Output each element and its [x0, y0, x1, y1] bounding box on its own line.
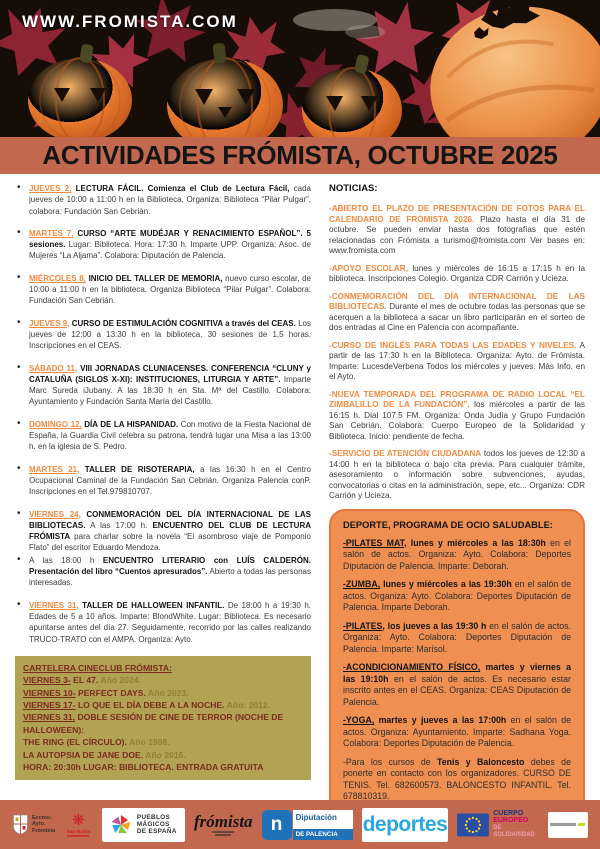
pueblos-line3: DE ESPAÑA [136, 828, 177, 835]
cine-date: VIERNES 10- [23, 687, 76, 698]
san-martin-label: San Martín [66, 828, 91, 834]
event-date: VIERNES 31, [29, 600, 79, 610]
event-title: ENCUENTRO LITERARIO con LUÍS CALDERÓN. Presentación del libro “Cuentos apresurados”. [29, 555, 311, 577]
deporte-rest: en el salón de actos. Organiza: Ayto. Colabora: Deportes Diputación de Palencia. Imparte: Deborah. [343, 537, 571, 571]
eu-flag-icon [457, 812, 489, 838]
eu-line2: EUROPEO [493, 817, 529, 824]
event-viernes-31 [15, 600, 311, 645]
event-date: MARTES 21, [29, 464, 80, 474]
event-title: CONMEMORACIÓN DEL DÍA INTERNACIONAL DE LAS BIBLIOTECAS. [29, 509, 312, 530]
event-date: MIÉRCOLES 8, [29, 273, 86, 283]
noticia-body: Durante el mes de octubre todas las personas que se acerquen a la biblioteca a sacar un libro participarán en el sorteo de dos entradas al Cine en Palencia con acompañante. [329, 302, 585, 332]
fromista-script-logo [194, 811, 253, 836]
noticia-head: -APOYO ESCOLAR, [329, 263, 408, 273]
ayto-line2: Ayto. [32, 821, 46, 828]
bullet-icon: • [17, 182, 21, 193]
noticia-body: A partir de las 17:30 h en la Biblioteca. Organiza: Ayto. de Frómista. Imparte: LucesdeVerbena Todos los miércoles y jueves. Más Info. en el Ayto. [329, 340, 586, 381]
noticias-column [329, 183, 585, 800]
cineclub-footer: HORA: 20:30h LUGAR: BIBLIOTECA. ENTRADA GRATUITA [23, 762, 264, 773]
event-date: MARTES 7, [29, 228, 74, 238]
page-title: ACTIVIDADES FRÓMISTA, OCTUBRE 2025 [42, 140, 558, 170]
deporte-schedule: lunes y miércoles a las 18:30h [410, 537, 546, 548]
event-title: TALLER DE HALLOWEEN INFANTIL. [82, 600, 225, 610]
cineclub-row [23, 674, 303, 686]
san-martin-subline [67, 835, 89, 837]
diputacion-sub: DE PALENCIA [293, 829, 353, 840]
deporte-schedule: martes y jueves a las 17:00h [378, 715, 507, 725]
deportes-logo [362, 808, 449, 842]
event-encuentro-literario [15, 555, 311, 589]
event-body: De 18:00 h a 19:30 h. Edades de 5 a 10 años. Imparte: BlondWhite. Lugar: Biblioteca. Es necesario apuntarse antes del día 27. Seguidamente, recorrido por las calles realizando TRUCO-TRATO con el AMPA. Organiza: Ayto. [29, 600, 311, 644]
event-title: DÍA DE LA HISPANIDAD. [84, 419, 179, 429]
event-jueves-2 [15, 183, 311, 217]
noticia-calendario [329, 204, 585, 257]
deporte-pilates-mat [343, 538, 571, 573]
deporte-rest: en el salón de actos. Es necesario estar inscrito antes en el CEAS. Organiza: CEAS Diputación de Palencia. [343, 673, 571, 707]
deporte-rest: debes de ponerte en contacto con los organizadores. CURSO DE TENIS. Tel. 682600573. BALONCESTO INFANTIL. Tel. 678810319. [343, 756, 571, 800]
noticia-bibliotecas [329, 292, 585, 334]
cine-film: DOBLE SESIÓN DE CINE DE TERROR (NOCHE DE HALLOWEEN): [23, 712, 284, 735]
events-column [15, 183, 311, 800]
bullet-icon: • [17, 271, 21, 283]
bullet-icon: • [17, 226, 21, 238]
event-body: Lugar: Biblioteca. Hora: 17:30 h. Imparte UPP. Organiza: Asoc. de Mujeres “La Aljama”. Colabora: Diputación de Palencia. [29, 240, 311, 261]
san-martin-flower-icon: ❋ [72, 811, 85, 829]
bullet-icon: • [17, 316, 21, 328]
san-martin-logo [64, 813, 92, 837]
deporte-schedule: Tenis y Baloncesto [437, 756, 525, 767]
title-banner [0, 137, 600, 174]
partner-accent-bar [578, 823, 585, 826]
noticia-ingles [329, 341, 585, 383]
noticia-head: -SERVICIO DE ATENCIÓN CIUDADANA [329, 449, 482, 458]
cine-date: VIERNES 3- [23, 675, 71, 686]
pueblos-magicos-logo [102, 808, 185, 842]
deporte-pilates [343, 621, 571, 656]
cineclub-title: CARTELERA CINECLUB FRÓMISTA: [23, 662, 172, 673]
cineclub-box [15, 656, 311, 781]
event-miercoles-8 [15, 273, 311, 307]
cine-year: Año: 2012. [226, 700, 271, 711]
deporte-rest: en el salón de actos. Organiza: Ayto. Colabora: Deportes Diputación de Palencia. Imparte Deborah. [343, 579, 571, 612]
cineclub-row [23, 711, 303, 736]
noticia-head: -CURSO DE INGLÉS PARA TODAS LAS EDADES Y NIVELES. [329, 340, 577, 350]
event-date: DOMINGO 12, [29, 419, 82, 429]
pueblos-text [137, 814, 177, 835]
content-area [0, 174, 600, 800]
deporte-name: -PILATES, [343, 620, 385, 631]
cine-year: Año 2016. [145, 749, 186, 760]
event-sabado-11 [15, 363, 311, 408]
pueblos-line1: PUEBLOS [136, 814, 171, 821]
deporte-zumba [343, 579, 571, 614]
diputacion-palencia-logo [262, 810, 353, 840]
eu-text [493, 810, 539, 840]
pinwheel-icon [110, 814, 132, 836]
event-pre: A las 18:00 h [29, 555, 95, 565]
bullet-icon: • [17, 598, 21, 610]
deporte-name: -PILATES MAT, [343, 537, 407, 548]
event-title: CURSO DE ESTIMULACIÓN COGNITIVA a través del CEAS. [71, 318, 296, 328]
deporte-rest: en el salón de actos. Organiza: Ayto. Colabora: Deportes Diputación de Palencia. Imparte: Marisol. [343, 620, 572, 654]
cine-year: Año 1998. [129, 737, 170, 748]
bullet-icon: • [17, 507, 21, 519]
deporte-yoga [343, 715, 571, 750]
event-body: cada jueves de 10:00 a 11:00 h en la Biblioteca. Organiza: Biblioteca “Pilar Pulgar”, colabora: Fundación San Cebrián. [29, 184, 311, 216]
diputacion-n-icon: n [262, 810, 292, 840]
cine-year: Año 2024. [100, 675, 142, 686]
ayto-line1: Excmo. [32, 814, 52, 821]
cuerpo-europeo-solidaridad-logo [457, 810, 539, 840]
cine-film: LO QUE EL DÍA DEBE A LA NOCHE. [77, 700, 225, 711]
event-martes-7 [15, 228, 311, 262]
noticia-atencion-ciudadana [329, 449, 585, 502]
cineclub-row [23, 749, 303, 761]
deporte-name: -ACONDICIONAMIENTO FÍSICO, [343, 662, 481, 672]
event-title: INICIO DEL TALLER DE MEMORIA, [88, 273, 223, 283]
cine-date: VIERNES 31, [23, 712, 76, 723]
deporte-schedule: martes y viernes a las 19:10h [343, 662, 571, 684]
event-body: Los jueves de 12:00 a 13:30 h en la biblioteca. 30 sesiones de 1,5 horas. Inscripciones en el CEAS. [29, 318, 311, 351]
noticia-head: -CONMEMORACIÓN DEL DÍA INTERNACIONAL DE LAS BIBLIOTECAS. [329, 291, 585, 311]
noticia-head: -NUEVA TEMPORADA DEL PROGRAMA DE RADIO LOCAL “EL ZIMBALILLO DE LA FUNDACIÓN”, [329, 389, 585, 409]
event-title: LECTURA FÁCIL. Comienza el Club de Lectura Fácil, [75, 184, 290, 193]
event-title: VIII JORNADAS CLUNIACENSES. CONFERENCIA “CLUNY y CATALUÑA (SIGLOS X-XI): INSTITUCIONES, LITURGIA Y ARTE”. [29, 363, 311, 384]
bullet-icon: • [17, 553, 21, 565]
deporte-acondicionamiento [343, 662, 571, 708]
cine-film: THE RING (EL CÍRCULO). [23, 737, 127, 748]
event-jueves-9 [15, 318, 311, 352]
deporte-schedule: los jueves a las 19:30 h [387, 620, 487, 631]
cine-film: EL 47. [73, 675, 99, 686]
noticia-body: todos los jueves de 12:30 a 14:00 h en la biblioteca o bajo cita previa. Para cualquier trámite, asesoramiento o información sobre subvenciones, ayudas, convocatorias o citas en la administración, sepe, etc... Organiza: CDR Carrión y Ucieza. [329, 449, 585, 500]
deporte-schedule: lunes y miércoles a las 19:30h [383, 579, 512, 589]
halloween-pumpkins-photo [0, 0, 600, 137]
event-title: CURSO “ARTE MUDÉJAR Y RENACIMIENTO ESPAÑOL”. 5 sesiones. [29, 228, 311, 250]
cineclub-row [23, 699, 303, 711]
event-body: Con motivo de la Fiesta Nacional de España, la Guardia Civil celebra su patrona, tendrá lugar una Misa a las 13:00 h. en la iglesia de S. Pedro. [29, 419, 311, 452]
deporte-heading: DEPORTE, PROGRAMA DE OCIO SALUDABLE: [343, 519, 553, 530]
eu-line1: CUERPO [493, 809, 524, 817]
noticia-head: -ABIERTO EL PLAZO DE PRESENTACIÓN DE FOTOS PARA EL CALENDARIO DE FRÓMISTA 2026. [329, 204, 585, 224]
event-title2: ENCUENTRO DEL CLUB DE LECTURA FRÓMISTA [29, 520, 312, 542]
event-martes-21 [15, 464, 311, 498]
cine-year: Año 2023. [148, 687, 189, 698]
bullet-icon: • [17, 462, 21, 474]
cine-film: LA AUTOPSIA DE JANE DOE. [23, 749, 144, 760]
event-viernes-24 [15, 509, 311, 554]
event-date: JUEVES 2, [29, 184, 72, 193]
ayto-text [32, 815, 55, 835]
noticia-body: lunes y miércoles de 16:15 a 17:15 h en la biblioteca. Inscripciones Colegio. Organiza CDR Carrión y Ucieza. [329, 263, 585, 283]
event-body: a las 16:30 h en el Centro Ocupacional Caminal de la Fundación San Cebrián. Organiza Palencia conP. Inscripciones en el Tel.979810707. [29, 464, 311, 497]
ayto-fromista-logo [12, 814, 55, 835]
deporte-pre: -Para los cursos de [343, 756, 431, 767]
noticias-heading: NOTICIAS: [329, 183, 378, 194]
deporte-name: -ZUMBA, [343, 579, 381, 589]
event-date: JUEVES 9, [29, 318, 70, 328]
noticia-apoyo-escolar [329, 264, 585, 285]
event-body: A las 17:00 h. [90, 520, 148, 530]
cine-date: VIERNES 17- [23, 700, 76, 711]
partner-logo [548, 812, 588, 838]
fromista-tagline-bar [215, 834, 231, 836]
fromista-wordmark: frómista [194, 811, 253, 831]
partner-text-bar [550, 823, 576, 826]
cineclub-row [23, 736, 303, 748]
cine-film: PERFECT DAYS. [77, 687, 146, 698]
fromista-tagline-bar [212, 831, 234, 833]
event-body2: para charlar sobre la novela “El asombroso viaje de Pomponio Flato” del escritor Eduardo Mendoza. [29, 532, 311, 553]
pueblos-line2: MÁGICOS [136, 821, 170, 828]
noticia-body: los miércoles a partir de las 16:15 h. Dial 107.5 FM. Organiza: Onda Judía y Grupo Fundación San Cebrián. Colabora: Cuerpo Europeo de la Solidaridad y Biblioteca. Inicio: pendiente de fecha. [329, 400, 586, 441]
eu-line3: DE SOLIDARIDAD [493, 824, 535, 838]
event-title: TALLER DE RISOTERAPIA, [84, 464, 195, 474]
noticia-radio [329, 390, 585, 443]
footer-logos-bar [0, 800, 600, 849]
bullet-icon: • [17, 361, 21, 373]
event-date: VIERNES 24, [29, 509, 81, 519]
deportes-wordmark: deportes [362, 812, 448, 836]
event-body: nuevo curso escolar, de 10:00 a 11:00 h en la biblioteca. Organiza Biblioteca “Pilar Pulgar”. Colabora: Fundación San Cebrián. [29, 273, 311, 306]
website-url: WWW.FROMISTA.COM [22, 12, 238, 31]
deporte-box [329, 509, 585, 801]
event-domingo-12 [15, 419, 311, 453]
deporte-tenis-baloncesto [343, 757, 571, 801]
event-body: Abierto a todas las personas interesadas. [29, 567, 311, 588]
diputacion-text [293, 810, 353, 840]
deporte-name: -YOGA, [343, 715, 375, 725]
noticia-body: Plazo hasta el día 31 de octubre. Se pueden enviar hasta dos fotografías que estén relacionadas con Frómista a turismo@fromista.com Ver bases en: www.fromista.com [329, 214, 585, 255]
ayto-shield-icon [12, 814, 29, 835]
diputacion-name: Diputación [293, 810, 353, 829]
ayto-line3: Frómista [32, 827, 56, 834]
bullet-icon: • [17, 417, 21, 429]
event-date: SÁBADO 11, [29, 363, 78, 373]
deporte-rest: en el salón de actos. Organiza: Ayuntamiento. Imparte: Sadhana Yoga. Colabora: Deportes Diputación de Palencia. [343, 715, 571, 748]
event-body: Imparte Marc Sureda iJubany. A las 18:30 h en Sta. Mª del Castillo. Colabora: Ayuntamiento y Fundación Santa María del Castillo. [29, 374, 311, 407]
cineclub-row [23, 687, 303, 699]
